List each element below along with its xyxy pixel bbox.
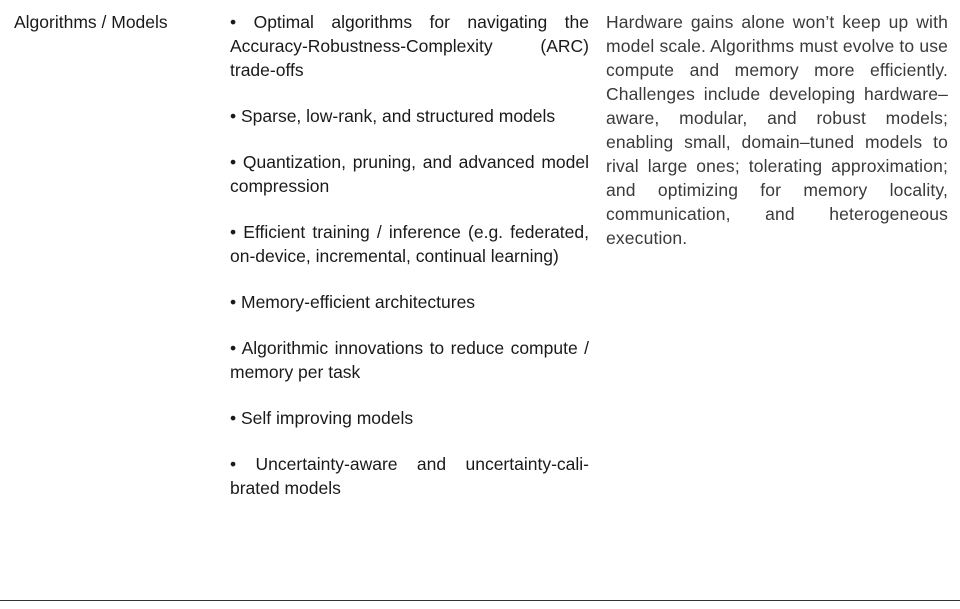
- table-bottom-rule: [0, 600, 960, 601]
- list-item: • Sparse, low-rank, and structured models: [230, 106, 556, 126]
- row-topic: Algorithms / Models: [14, 12, 168, 32]
- list-item: • Quantization, pruning, and advanced model compression: [230, 152, 589, 196]
- list-item: • Memory-efficient architectures: [230, 292, 476, 312]
- list-item: • Algorithmic innovations to reduce compute / memory per task: [230, 338, 589, 382]
- list-item: • Efficient training / inference (e.g. federated, on-device, incremental, continual learning): [230, 222, 589, 266]
- list-item: • Uncertainty-aware and uncertainty-calibrated models: [230, 454, 589, 498]
- row-description: Hardware gains alone won’t keep up with model scale. Algorithms must evolve to use compute and memory more efficiently. Challenges include developing hardware–aware, modular, and robust models; enabling small, domain–tuned models to rival large ones; tolerating approximation; and optimizing for memory locality, communication, and heterogeneous execution.: [606, 12, 948, 248]
- item-list: [230, 10, 589, 522]
- list-item: • Self improving models: [230, 408, 414, 428]
- list-item: • Optimal algorithms for navigating the Accuracy-Robustness-Complexity (ARC) trade-offs: [230, 12, 589, 80]
